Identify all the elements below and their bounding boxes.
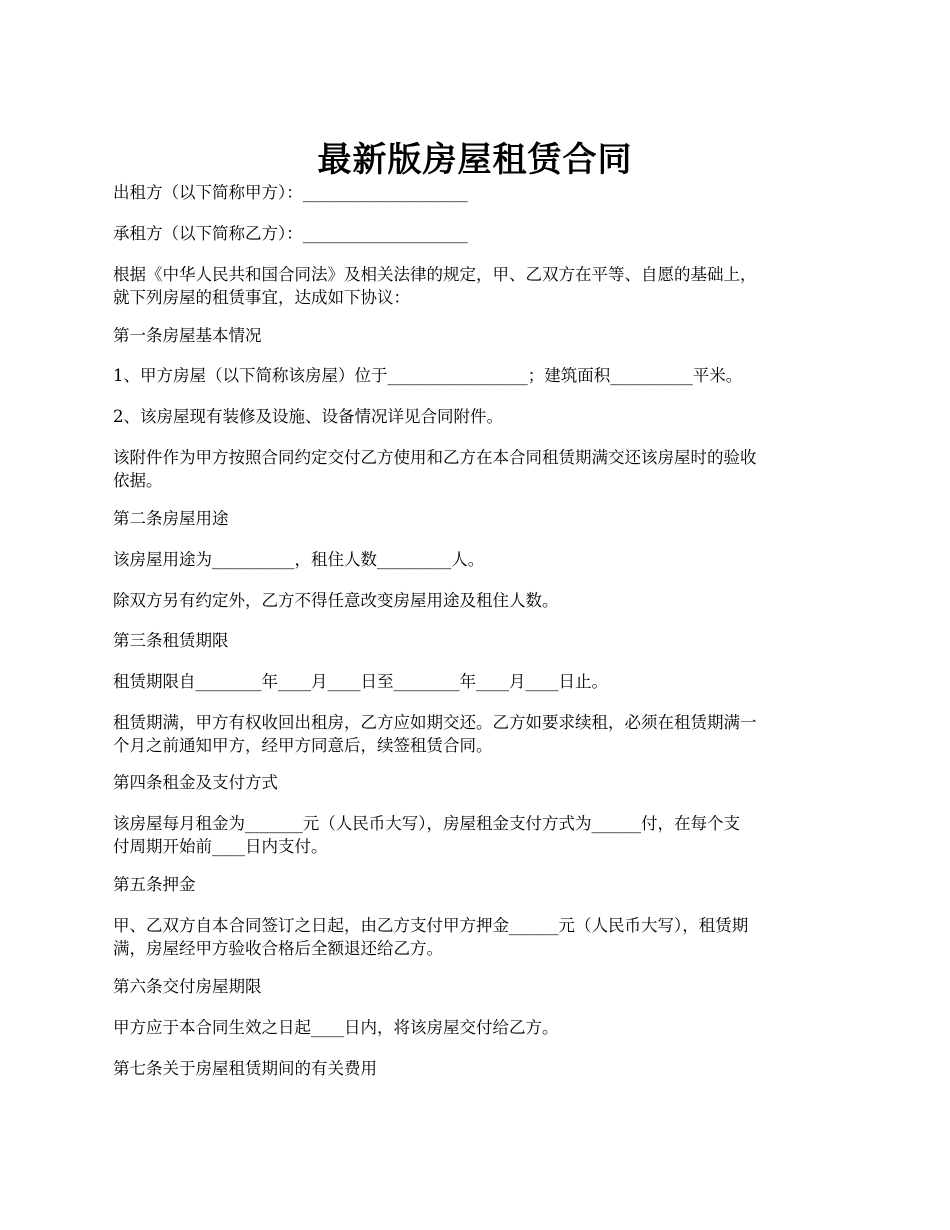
text-line: 该房屋每月租金为_______元（人民币大写），房屋租金支付方式为______付，在每个支 bbox=[113, 814, 740, 833]
clause-4-1 bbox=[113, 812, 843, 858]
text-line: 出租方（以下简称甲方）：____________________ bbox=[113, 183, 468, 202]
text-line: 租赁期限自________年____月____日至________年____月____日止。 bbox=[113, 672, 608, 691]
text-line: 除双方另有约定外，乙方不得任意改变房屋用途及租住人数。 bbox=[113, 591, 559, 610]
section-heading-5 bbox=[113, 873, 843, 896]
clause-6-1 bbox=[113, 1016, 843, 1039]
text-line: 该附件作为甲方按照合同约定交付乙方使用和乙方在本合同租赁期满交还该房屋时的验收 bbox=[113, 448, 757, 467]
clause-2-1 bbox=[113, 548, 843, 571]
text-line: 第一条房屋基本情况 bbox=[113, 326, 262, 345]
text-line: 该房屋用途为__________，租住人数_________人。 bbox=[113, 550, 485, 569]
clause-1-1 bbox=[113, 364, 843, 387]
text-line: 甲、乙双方自本合同签订之日起，由乙方支付甲方押金______元（人民币大写），租赁期 bbox=[113, 916, 749, 935]
text-line: 第四条租金及支付方式 bbox=[113, 773, 278, 792]
clause-lessor bbox=[113, 181, 843, 204]
text-line: 承租方（以下简称乙方）：____________________ bbox=[113, 224, 468, 243]
section-heading-4 bbox=[113, 771, 843, 794]
text-line: 2、该房屋现有装修及设施、设备情况详见合同附件。 bbox=[113, 407, 503, 426]
clause-1-annex bbox=[113, 446, 843, 492]
text-line: 租赁期满，甲方有权收回出租房，乙方应如期交还。乙方如要求续租，必须在租赁期满一 bbox=[113, 713, 757, 732]
text-line: 第五条押金 bbox=[113, 875, 196, 894]
text-line: 根据《中华人民共和国合同法》及相关法律的规定，甲、乙双方在平等、自愿的基础上， bbox=[113, 265, 757, 284]
section-heading-3 bbox=[113, 629, 843, 652]
text-line: 甲方应于本合同生效之日起____日内，将该房屋交付给乙方。 bbox=[113, 1018, 559, 1037]
section-heading-7 bbox=[113, 1057, 843, 1080]
clause-3-1 bbox=[113, 670, 843, 693]
clause-preamble bbox=[113, 263, 843, 309]
clause-1-2 bbox=[113, 405, 843, 428]
text-line: 就下列房屋的租赁事宜，达成如下协议： bbox=[113, 288, 410, 307]
clause-3-2 bbox=[113, 711, 843, 757]
text-line: 个月之前通知甲方，经甲方同意后，续签租赁合同。 bbox=[113, 736, 493, 755]
text-line: 第三条租赁期限 bbox=[113, 631, 229, 650]
section-heading-2 bbox=[113, 507, 843, 530]
text-line: 依据。 bbox=[113, 471, 163, 490]
section-heading-6 bbox=[113, 975, 843, 998]
text-line: 1、甲方房屋（以下简称该房屋）位于_________________；建筑面积__________平米。 bbox=[113, 366, 743, 385]
clause-5-1 bbox=[113, 914, 843, 960]
document-title: 最新版房屋租赁合同 bbox=[317, 139, 633, 180]
text-line: 第六条交付房屋期限 bbox=[113, 977, 262, 996]
clause-2-2 bbox=[113, 589, 843, 612]
text-line: 第七条关于房屋租赁期间的有关费用 bbox=[113, 1059, 377, 1078]
text-line: 第二条房屋用途 bbox=[113, 509, 229, 528]
section-heading-1 bbox=[113, 324, 843, 347]
text-line: 付周期开始前____日内支付。 bbox=[113, 837, 328, 856]
text-line: 满，房屋经甲方验收合格后全额退还给乙方。 bbox=[113, 939, 443, 958]
clause-lessee bbox=[113, 222, 843, 245]
